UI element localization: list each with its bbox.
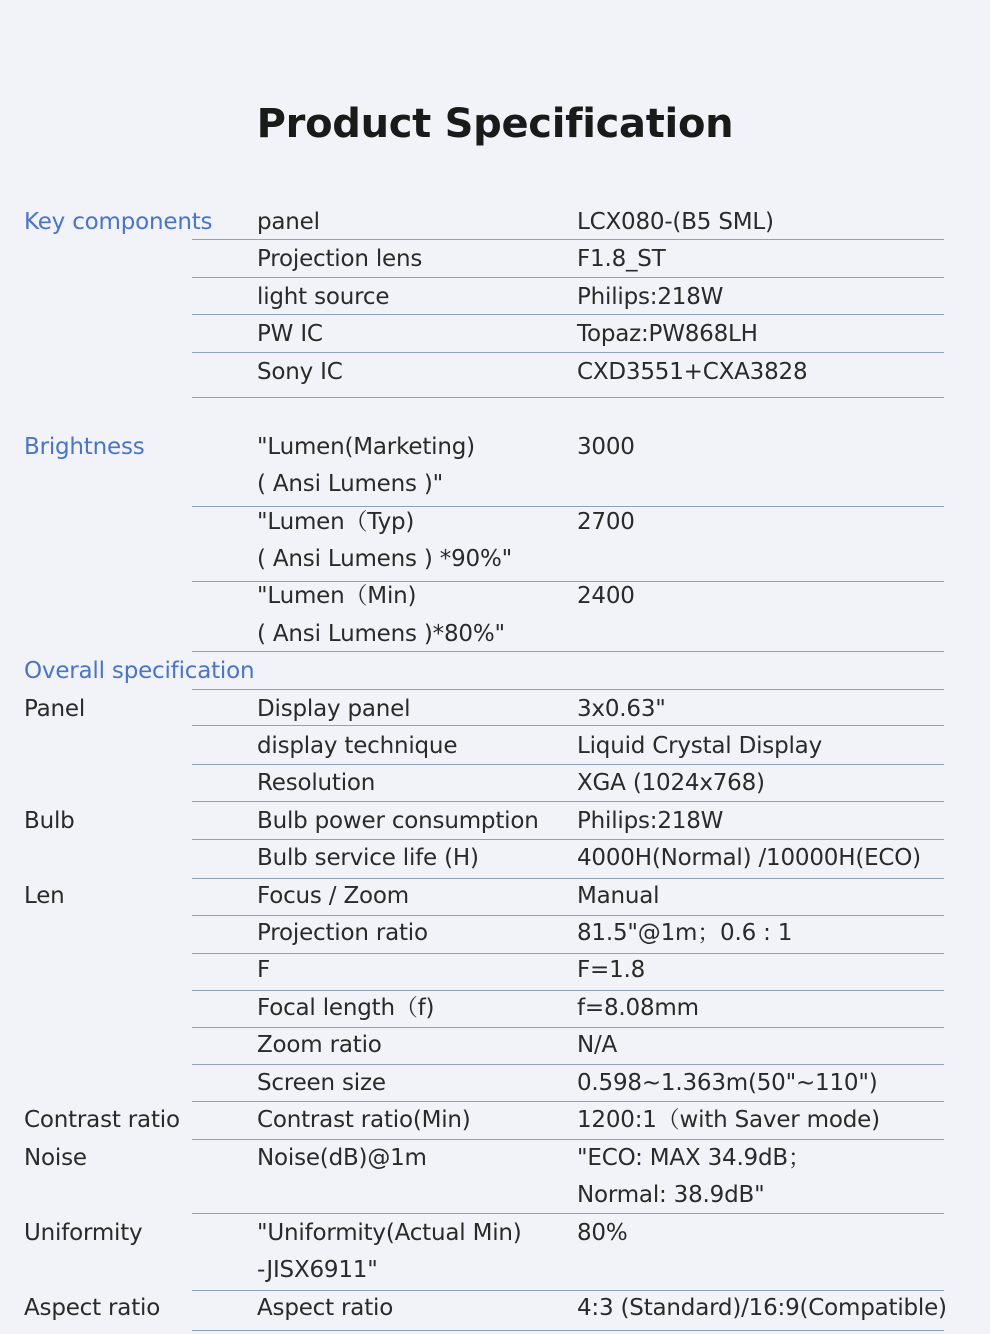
spec-label: Projection lens [257,246,423,272]
spec-label: light source [257,284,390,310]
spec-value: F1.8_ST [577,246,666,272]
spec-label: Bulb power consumption [257,808,539,834]
spec-value: 3000 [577,434,635,460]
spec-value: Liquid Crystal Display [577,733,822,759]
spec-value: Topaz:PW868LH [577,321,758,347]
spec-value: 3x0.63" [577,696,666,722]
spec-label: Focal length（f) [257,995,435,1021]
spec-label: "Uniformity(Actual Min) [257,1220,522,1246]
spec-label: Aspect ratio [257,1295,394,1321]
spec-label: Screen size [257,1070,386,1096]
spec-label: "Lumen（Min) [257,583,417,609]
spec-label: Noise(dB)@1m [257,1145,427,1171]
spec-value: 2700 [577,509,635,535]
spec-label: display technique [257,733,458,759]
section-key-components: Key components [24,209,213,235]
spec-label: "Lumen（Typ) [257,509,415,535]
row-divider [192,397,944,398]
row-divider [192,725,944,726]
spec-label-line2: ( Ansi Lumens )*80%" [257,621,505,647]
spec-value: 80% [577,1220,628,1246]
spec-label: Contrast ratio(Min) [257,1107,471,1133]
spec-label: F [257,957,271,983]
section-brightness: Brightness [24,434,145,460]
row-divider [192,953,944,954]
spec-value: 1200:1（with Saver mode) [577,1107,880,1133]
spec-value: Manual [577,883,660,909]
spec-value: CXD3551+CXA3828 [577,359,808,385]
spec-label: Projection ratio [257,920,428,946]
spec-label: PW IC [257,321,323,347]
row-divider [192,801,944,802]
spec-value: F=1.8 [577,957,646,983]
row-divider [192,352,944,353]
spec-value: 0.598~1.363m(50"~110") [577,1070,878,1096]
spec-label: Zoom ratio [257,1032,382,1058]
spec-value: LCX080-(B5 SML) [577,209,774,235]
spec-value: XGA (1024x768) [577,770,765,796]
spec-label-line2: -JISX6911" [257,1257,378,1283]
spec-value: Philips:218W [577,284,724,310]
spec-value: f=8.08mm [577,995,699,1021]
section-overall-specification: Overall specification [24,658,255,684]
row-divider [192,314,944,315]
group-aspect-ratio: Aspect ratio [24,1295,161,1321]
spec-value: 2400 [577,583,635,609]
spec-label: Sony IC [257,359,343,385]
spec-label: "Lumen(Marketing) [257,434,475,460]
spec-value: Philips:218W [577,808,724,834]
row-divider [192,239,944,240]
spec-value: N/A [577,1032,618,1058]
page-title: Product Specification [256,101,734,147]
spec-label: Display panel [257,696,411,722]
spec-label-line2: ( Ansi Lumens )" [257,471,444,497]
spec-value: "ECO: MAX 34.9dB； [577,1145,811,1171]
spec-label: panel [257,209,320,235]
spec-label: Bulb service life (H) [257,845,479,871]
group-panel: Panel [24,696,86,722]
spec-value: 81.5"@1m；0.6 : 1 [577,920,793,946]
group-contrast-ratio: Contrast ratio [24,1107,180,1133]
group-bulb: Bulb [24,808,75,834]
spec-label: Resolution [257,770,376,796]
row-divider [192,1213,944,1214]
row-divider [192,651,944,652]
spec-value-line2: Normal: 38.9dB" [577,1182,765,1208]
group-noise: Noise [24,1145,87,1171]
spec-label-line2: ( Ansi Lumens ) *90%" [257,546,512,572]
group-uniformity: Uniformity [24,1220,143,1246]
row-divider [192,1330,944,1331]
group-len: Len [24,883,65,909]
spec-value: 4:3 (Standard)/16:9(Compatible) [577,1295,947,1321]
row-divider [192,277,944,278]
spec-label: Focus / Zoom [257,883,409,909]
spec-value: 4000H(Normal) /10000H(ECO) [577,845,921,871]
row-divider [192,689,944,690]
